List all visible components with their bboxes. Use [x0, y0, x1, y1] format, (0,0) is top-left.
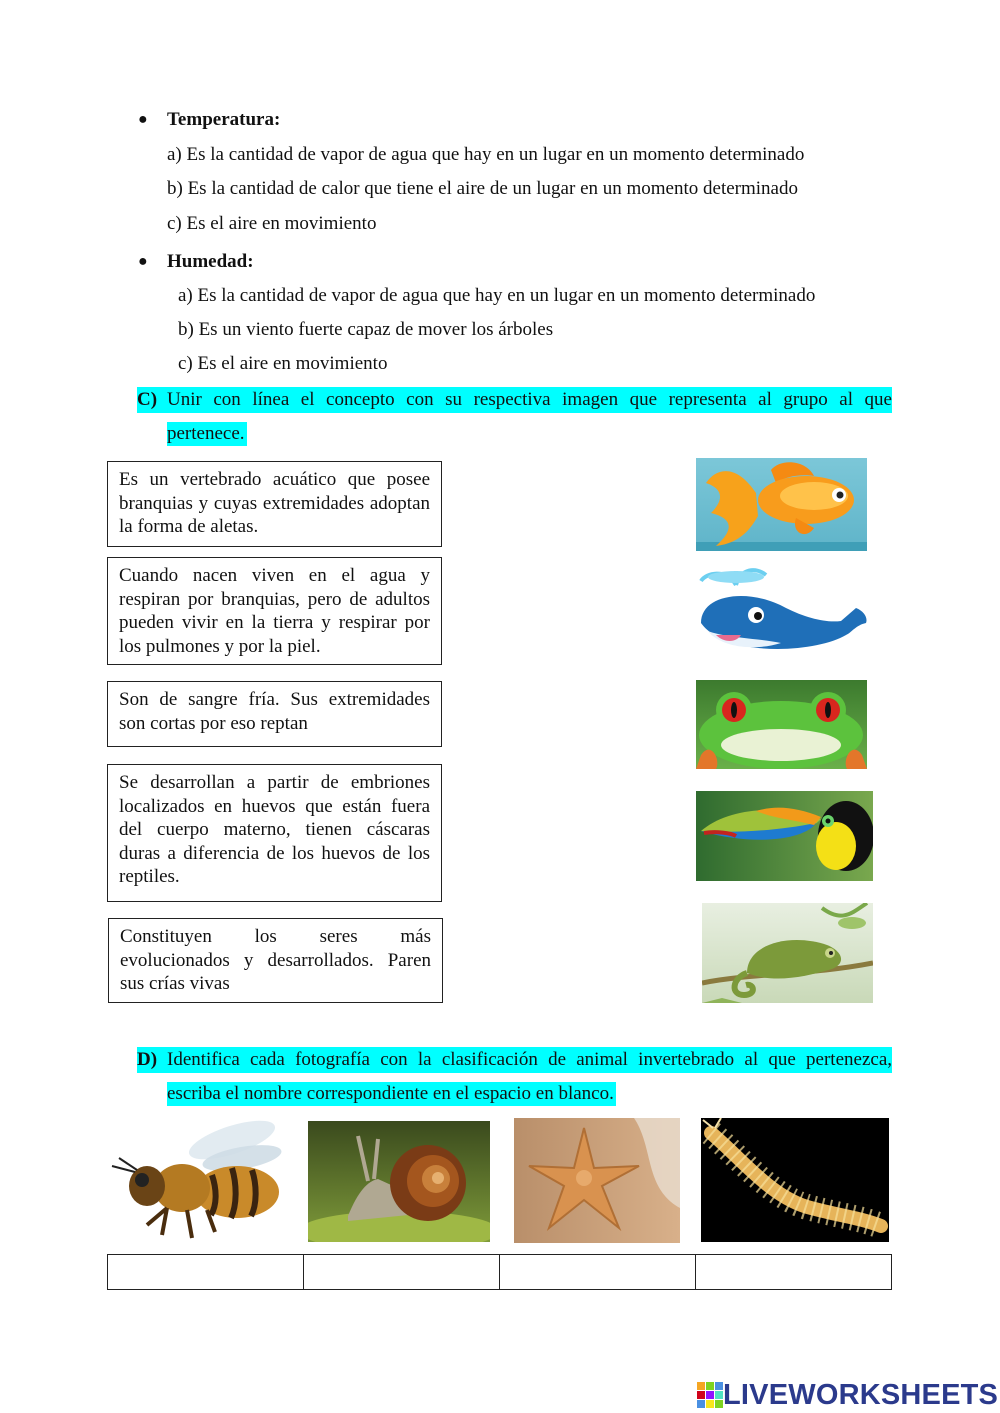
temperatura-option-c[interactable]: c) Es el aire en movimiento	[167, 213, 377, 234]
concept-box-fish[interactable]	[107, 461, 442, 547]
answer-cell-starfish[interactable]	[500, 1255, 696, 1289]
toucan-image[interactable]	[696, 791, 873, 881]
temperatura-title: Temperatura:	[167, 109, 281, 130]
logo-blocks-icon	[697, 1382, 723, 1408]
logo-text: LIVEWORKSHEETS	[723, 1378, 999, 1411]
section-d-instruction-cont: escriba el nombre correspondiente en el espacio en blanco.	[167, 1083, 614, 1104]
concept-text: Cuando nacen viven en el agua y respiran por branquias, pero de adultos pueden vivir en la tierra y respirar por los pulmones y por la piel.	[119, 565, 430, 657]
fish-image[interactable]	[696, 458, 867, 551]
concept-box-amphibian[interactable]	[107, 557, 442, 665]
bullet-icon: ●	[138, 111, 148, 128]
answer-cell-centipede[interactable]	[696, 1255, 891, 1289]
chameleon-image[interactable]	[702, 903, 873, 1003]
humedad-option-c[interactable]: c) Es el aire en movimiento	[178, 353, 388, 374]
section-c-instruction: Unir con línea el concepto con su respectiva imagen que representa al grupo al que	[167, 389, 892, 410]
concept-text: Es un vertebrado acuático que posee branquias y cuyas extremidades adoptan la forma de aletas.	[119, 469, 430, 537]
liveworksheets-logo	[697, 1378, 998, 1412]
starfish-image	[514, 1118, 680, 1243]
section-c-letter: C)	[137, 389, 158, 410]
section-d-letter: D)	[137, 1049, 158, 1070]
section-c-instruction-cont: pertenece.	[167, 423, 245, 444]
answer-cell-snail[interactable]	[304, 1255, 500, 1289]
bee-image	[107, 1120, 285, 1243]
centipede-image	[701, 1118, 889, 1242]
humedad-option-a[interactable]: a) Es la cantidad de vapor de agua que hay en un lugar en un momento determinado	[178, 285, 816, 306]
whale-image[interactable]	[696, 563, 867, 658]
concept-text: Constituyen los seres más evolucionados y desarrollados. Paren sus crías vivas	[120, 926, 431, 994]
concept-box-mammal[interactable]	[108, 918, 443, 1003]
humedad-title: Humedad:	[167, 251, 254, 272]
temperatura-option-a[interactable]: a) Es la cantidad de vapor de agua que hay en un lugar en un momento determinado	[167, 144, 805, 165]
frog-image[interactable]	[696, 680, 867, 769]
humedad-option-b[interactable]: b) Es un viento fuerte capaz de mover los árboles	[178, 319, 554, 340]
snail-image	[308, 1121, 490, 1242]
concept-text: Son de sangre fría. Sus extremidades son cortas por eso reptan	[119, 689, 430, 734]
concept-box-bird[interactable]	[107, 764, 442, 902]
section-d-instruction: Identifica cada fotografía con la clasificación de animal invertebrado al que pertenezca,	[167, 1049, 892, 1070]
concept-text: Se desarrollan a partir de embriones localizados en huevos que están fuera del cuerpo materno, tienen cáscaras duras a diferencia de los huevos de los reptiles.	[119, 772, 430, 887]
bullet-icon: ●	[138, 253, 148, 270]
answer-table	[107, 1254, 892, 1290]
answer-cell-bee[interactable]	[108, 1255, 304, 1289]
temperatura-option-b[interactable]: b) Es la cantidad de calor que tiene el aire de un lugar en un momento determinado	[167, 178, 798, 199]
concept-box-reptile[interactable]	[107, 681, 442, 747]
